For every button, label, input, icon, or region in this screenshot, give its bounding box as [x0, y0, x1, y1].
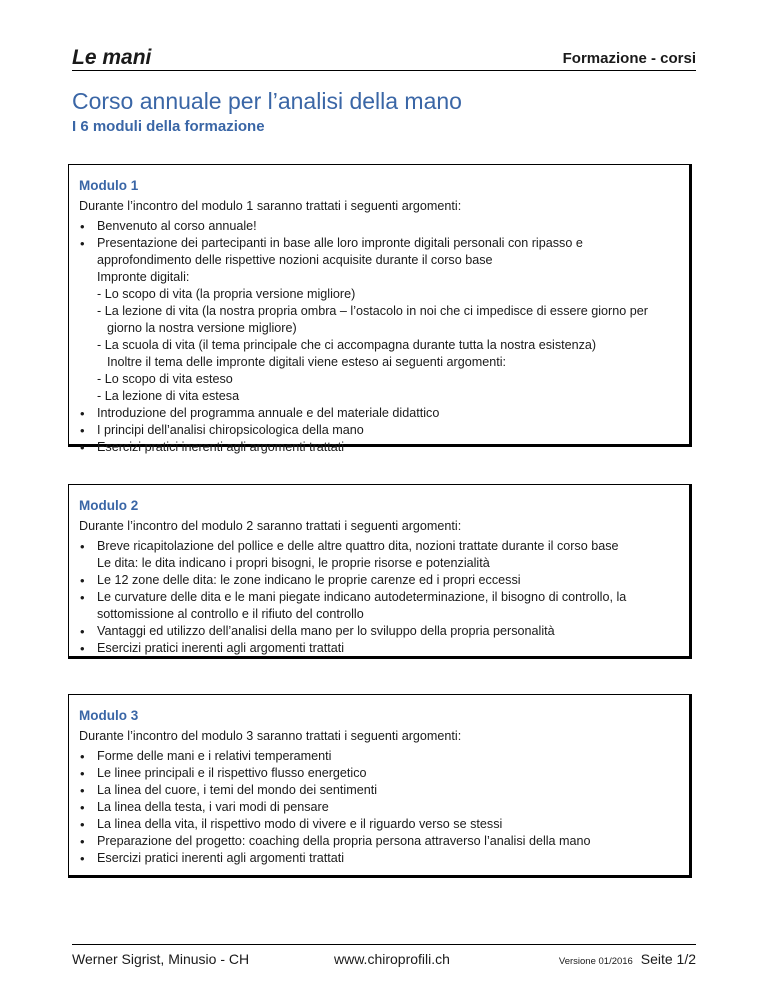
footer-author: Werner Sigrist, Minusio - CH	[72, 951, 250, 967]
module-title: Modulo 1	[79, 178, 139, 193]
list-item: • Le 12 zone delle dita: le zone indicano le proprie carenze ed i propri eccessi	[79, 572, 679, 589]
list-item: • Presentazione dei partecipanti in base alle loro impronte digitali personali con ripasso e approfondimento delle rispettive nozioni acquisite durante il corso base Impronte digitali: - Lo scopo di vita (la propria versione migliore) - La lezione di vita (la nostra propria ombra – l’ostacolo in noi che ci impedisce di essere giorno per giorno la nostra versione migliore) - La scuola di vita (il tema principale che ci accompagna durante tutta la nostra esistenza) Inoltre il tema delle impronte digitali viene esteso ai seguenti argomenti: - Lo scopo di vita esteso - La lezione di vita estesa	[79, 235, 679, 405]
list-item: • Introduzione del programma annuale e del materiale didattico	[79, 405, 679, 422]
list-item: • Esercizi pratici inerenti agli argomenti trattati	[79, 439, 679, 456]
page-header	[72, 44, 696, 71]
module-topic-list	[79, 218, 679, 456]
list-item: • Forme delle mani e i relativi temperamenti	[79, 748, 679, 765]
list-item: • Esercizi pratici inerenti agli argomenti trattati	[79, 850, 679, 867]
footer-version: Versione 01/2016	[558, 956, 633, 967]
page-footer	[72, 944, 696, 975]
footer-page-number: Seite 1/2	[640, 951, 696, 967]
module-title: Modulo 3	[79, 708, 139, 723]
list-item: • Breve ricapitolazione del pollice e delle altre quattro dita, nozioni trattate durante il corso base Le dita: le dita indicano i propri bisogni, le proprie risorse e potenzialità	[79, 538, 679, 572]
footer-page-info	[559, 951, 696, 967]
module-topic-list	[79, 748, 679, 867]
footer-website-link[interactable]: www.chiroprofili.ch	[334, 951, 450, 967]
module-intro: Durante l’incontro del modulo 3 saranno trattati i seguenti argomenti:	[79, 729, 462, 743]
list-item: • Esercizi pratici inerenti agli argomenti trattati	[79, 640, 679, 657]
module-topic-list	[79, 538, 679, 657]
module-title: Modulo 2	[79, 498, 139, 513]
list-item: • La linea del cuore, i temi del mondo dei sentimenti	[79, 782, 679, 799]
list-item: • Benvenuto al corso annuale!	[79, 218, 679, 235]
module-intro: Durante l’incontro del modulo 2 saranno trattati i seguenti argomenti:	[79, 519, 462, 533]
list-item: • La linea della vita, il rispettivo modo di vivere e il riguardo verso se stessi	[79, 816, 679, 833]
impronte-heading: Impronte digitali:	[97, 270, 190, 284]
list-item: • I principi dell’analisi chiropsicologica della mano	[79, 422, 679, 439]
list-item: • Vantaggi ed utilizzo dell’analisi della mano per lo sviluppo della propria personalità	[79, 623, 679, 640]
list-item: • Le curvature delle dita e le mani piegate indicano autodeterminazione, il bisogno di controllo, la sottomissione al controllo e il rifiuto del controllo	[79, 589, 679, 623]
list-item: • La linea della testa, i vari modi di pensare	[79, 799, 679, 816]
module-3-box	[68, 694, 692, 878]
header-section: Formazione - corsi	[562, 50, 696, 67]
page-title: Corso annuale per l’analisi della mano	[72, 88, 462, 114]
module-2-box	[68, 484, 692, 659]
page-subtitle: I 6 moduli della formazione	[72, 118, 265, 135]
header-brand: Le mani	[72, 46, 152, 69]
module-1-box	[68, 164, 692, 454]
list-item: • Le linee principali e il rispettivo flusso energetico	[79, 765, 679, 782]
module-intro: Durante l’incontro del modulo 1 saranno trattati i seguenti argomenti:	[79, 199, 462, 213]
list-item: • Preparazione del progetto: coaching della propria persona attraverso l’analisi della mano	[79, 833, 679, 850]
